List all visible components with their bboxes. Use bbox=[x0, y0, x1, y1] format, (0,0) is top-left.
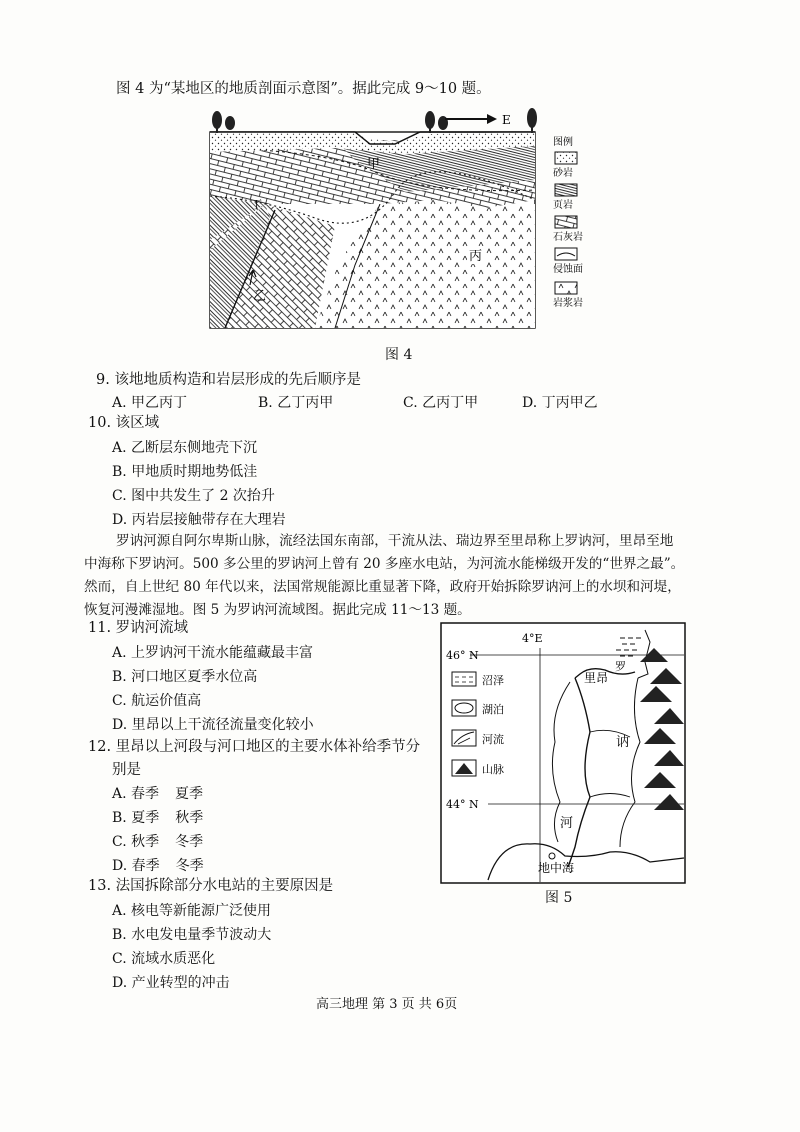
layer-label-yi: 乙 bbox=[253, 289, 267, 304]
lat-top-label: 46° N bbox=[446, 649, 479, 662]
q12-b-second: 秋季 bbox=[175, 810, 204, 826]
place-he: 河 bbox=[560, 816, 574, 831]
passage-line-1: 罗讷河源自阿尔卑斯山脉，流经法国东南部，干流从法、瑞边界至里昂称上罗讷河，里昂至地 bbox=[116, 533, 674, 549]
q10-option-c: C. 图中共发生了 2 次抬升 bbox=[112, 488, 275, 504]
q9-option-c: C. 乙丙丁甲 bbox=[403, 395, 479, 411]
figure-5-rhone-map bbox=[440, 622, 686, 884]
q11-option-b: B. 河口地区夏季水位高 bbox=[112, 669, 258, 685]
q11-option-c: C. 航运价值高 bbox=[112, 693, 202, 709]
lat-bottom-label: 44° N bbox=[446, 798, 479, 811]
q12-option-c bbox=[112, 831, 203, 851]
q12-option-a bbox=[112, 783, 203, 803]
fig4-caption: 图 4 bbox=[385, 347, 413, 363]
q12-option-b bbox=[112, 807, 203, 827]
layer-label-jia: 甲 bbox=[367, 157, 381, 172]
q9-option-a: A. 甲乙丙丁 bbox=[112, 395, 188, 411]
q12-stem-line2: 别是 bbox=[112, 762, 141, 778]
fig4-legend-title: 图例 bbox=[553, 137, 573, 148]
q12-d-label: D. 春季 bbox=[112, 858, 160, 874]
legend-shale: 页岩 bbox=[553, 200, 573, 211]
q13-option-d: D. 产业转型的冲击 bbox=[112, 975, 230, 991]
direction-label: E bbox=[502, 113, 511, 127]
q11-option-a: A. 上罗讷河干流水能蕴藏最丰富 bbox=[112, 645, 314, 661]
q13-option-b: B. 水电发电量季节波动大 bbox=[112, 927, 272, 943]
layer-label-bing: 丙 bbox=[469, 249, 483, 264]
legend-sandstone: 砂岩 bbox=[553, 168, 573, 179]
legend-erosion: 侵蚀面 bbox=[553, 264, 583, 275]
q12-a-second: 夏季 bbox=[175, 786, 204, 802]
passage-line-4: 恢复河漫滩湿地。图 5 为罗讷河流域图。据此完成 11～13 题。 bbox=[84, 602, 471, 618]
legend-mountain: 山脉 bbox=[482, 763, 504, 776]
legend-magma: 岩浆岩 bbox=[553, 298, 583, 309]
q12-a-label: A. 春季 bbox=[112, 786, 160, 802]
passage-line-2: 中海称下罗讷河。500 多公里的罗讷河上曾有 20 多座水电站，为河流水能梯级开发的“世界之最”。 bbox=[84, 556, 685, 572]
passage-line-3: 然而，自上世纪 80 年代以来，法国常规能源比重显著下降，政府开始拆除罗讷河上的水坝和河堤， bbox=[84, 579, 681, 595]
q9-option-d: D. 丁丙甲乙 bbox=[522, 395, 598, 411]
q9-stem: 9. 该地地质构造和岩层形成的先后顺序是 bbox=[96, 372, 361, 388]
q13-option-a: A. 核电等新能源广泛使用 bbox=[112, 903, 272, 919]
fig4-intro: 图 4 为“某地区的地质剖面示意图”。据此完成 9～10 题。 bbox=[116, 81, 491, 97]
legend-lake: 湖泊 bbox=[482, 703, 504, 716]
q11-option-d: D. 里昂以上干流径流量变化较小 bbox=[112, 717, 314, 733]
rhone-passage bbox=[84, 530, 730, 622]
place-ne: 讷 bbox=[616, 735, 630, 750]
q12-stem-line1: 12. 里昂以上河段与河口地区的主要水体补给季节分 bbox=[88, 739, 421, 755]
q12-c-second: 冬季 bbox=[175, 834, 204, 850]
place-luo: 罗 bbox=[615, 660, 626, 673]
q12-c-label: C. 秋季 bbox=[112, 834, 160, 850]
page-footer: 高三地理 第 3 页 共 6页 bbox=[316, 997, 458, 1012]
lon-label: 4°E bbox=[522, 632, 543, 645]
q11-stem: 11. 罗讷河流域 bbox=[88, 620, 189, 636]
place-mediterranean: 地中海 bbox=[538, 861, 575, 875]
legend-limestone: 石灰岩 bbox=[553, 232, 583, 243]
q9-option-b: B. 乙丁丙甲 bbox=[258, 395, 334, 411]
q13-stem: 13. 法国拆除部分水电站的主要原因是 bbox=[88, 878, 334, 894]
q13-option-c: C. 流域水质恶化 bbox=[112, 951, 216, 967]
q10-option-a: A. 乙断层东侧地壳下沉 bbox=[112, 440, 258, 456]
legend-swamp: 沼泽 bbox=[482, 674, 504, 687]
q12-d-second: 冬季 bbox=[175, 858, 204, 874]
fig5-caption: 图 5 bbox=[545, 890, 573, 906]
q10-option-b: B. 甲地质时期地势低洼 bbox=[112, 464, 258, 480]
place-lyon: 里昂 bbox=[584, 671, 609, 685]
q10-option-d: D. 丙岩层接触带存在大理岩 bbox=[112, 512, 286, 528]
legend-river: 河流 bbox=[482, 733, 504, 746]
q12-option-d bbox=[112, 855, 204, 875]
layer-label-ding: 丁 bbox=[251, 198, 262, 211]
q10-stem: 10. 该区域 bbox=[88, 415, 160, 431]
q12-b-label: B. 夏季 bbox=[112, 810, 160, 826]
figure-4-geologic-section bbox=[205, 100, 595, 340]
